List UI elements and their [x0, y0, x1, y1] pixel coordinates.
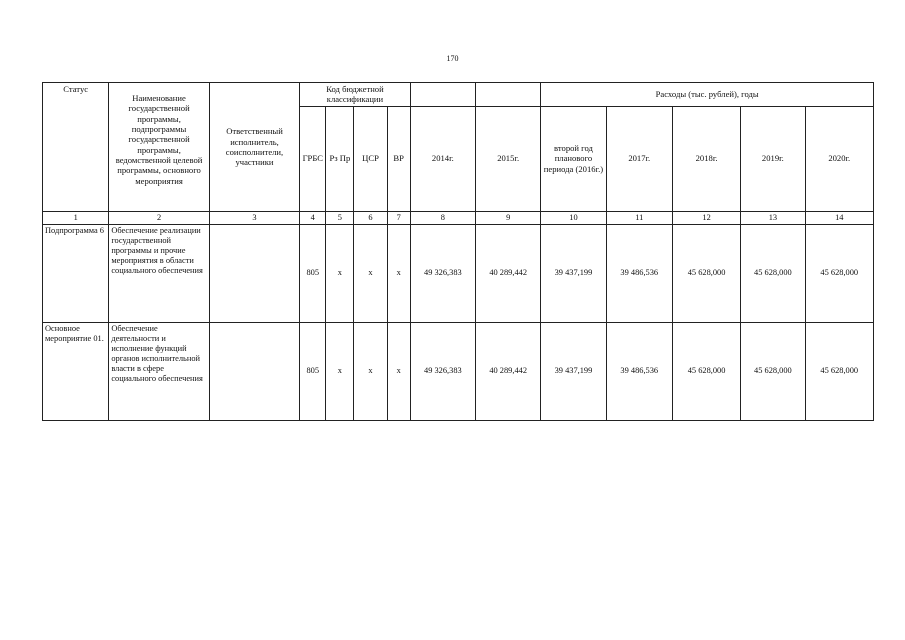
row-status: Подпрограмма 6: [43, 224, 109, 322]
row-vr: x: [387, 322, 410, 420]
row-value-2016: 39 437,199: [541, 322, 606, 420]
row-value-2017: 39 486,536: [606, 322, 672, 420]
column-number: 8: [410, 211, 475, 224]
row-value-2019: 45 628,000: [741, 322, 805, 420]
row-responsible: [209, 322, 299, 420]
header-year-2018: 2018г.: [672, 106, 740, 211]
header-blank-2015: [476, 83, 541, 107]
header-name: Наименование государственной программы, подпрограммы государственной программы, ведомственной целевой программы, основного мероприятия: [109, 83, 209, 212]
header-year-2019: 2019г.: [741, 106, 805, 211]
column-number: 9: [476, 211, 541, 224]
row-responsible: [209, 224, 299, 322]
column-number: 2: [109, 211, 209, 224]
row-name: Обеспечение деятельности и исполнение функций органов исполнительной власти в сфере социального обеспечения: [109, 322, 209, 420]
page-number: 170: [446, 54, 459, 63]
header-blank-2014: [410, 83, 475, 107]
column-number: 14: [805, 211, 873, 224]
column-number: 6: [354, 211, 387, 224]
row-name: Обеспечение реализации государственной программы и прочие мероприятия в области социального обеспечения: [109, 224, 209, 322]
row-grbs: 805: [300, 224, 326, 322]
budget-table: [42, 82, 874, 421]
header-rzpr: Рз Пр: [326, 106, 354, 211]
row-value-2015: 40 289,442: [476, 322, 541, 420]
header-year-2016: второй год планового периода (2016г.): [541, 106, 606, 211]
table-row: [43, 322, 874, 420]
row-value-2020: 45 628,000: [805, 224, 873, 322]
header-responsible: Ответственный исполнитель, соисполнители, участники: [209, 83, 299, 212]
column-number: 7: [387, 211, 410, 224]
column-number: 5: [326, 211, 354, 224]
row-status: Основное мероприятие 01.: [43, 322, 109, 420]
row-value-2016: 39 437,199: [541, 224, 606, 322]
column-number: 10: [541, 211, 606, 224]
row-rzpr: x: [326, 224, 354, 322]
row-value-2018: 45 628,000: [672, 322, 740, 420]
row-value-2019: 45 628,000: [741, 224, 805, 322]
header-status: Статус: [43, 83, 109, 212]
row-value-2017: 39 486,536: [606, 224, 672, 322]
column-number: 11: [606, 211, 672, 224]
row-value-2018: 45 628,000: [672, 224, 740, 322]
row-csr: x: [354, 224, 387, 322]
header-year-2014: 2014г.: [410, 106, 475, 211]
column-number: 1: [43, 211, 109, 224]
row-value-2014: 49 326,383: [410, 224, 475, 322]
header-csr: ЦСР: [354, 106, 387, 211]
header-year-2020: 2020г.: [805, 106, 873, 211]
row-rzpr: x: [326, 322, 354, 420]
row-vr: x: [387, 224, 410, 322]
header-grbs: ГРБС: [300, 106, 326, 211]
row-csr: x: [354, 322, 387, 420]
header-vr: ВР: [387, 106, 410, 211]
header-expenses: Расходы (тыс. рублей), годы: [541, 83, 874, 107]
column-number: 12: [672, 211, 740, 224]
header-year-2017: 2017г.: [606, 106, 672, 211]
row-value-2014: 49 326,383: [410, 322, 475, 420]
header-row-1: [43, 83, 874, 107]
row-value-2015: 40 289,442: [476, 224, 541, 322]
column-number: 3: [209, 211, 299, 224]
table-row: [43, 224, 874, 322]
header-year-2015: 2015г.: [476, 106, 541, 211]
row-value-2020: 45 628,000: [805, 322, 873, 420]
column-number: 4: [300, 211, 326, 224]
column-number: 13: [741, 211, 805, 224]
header-budget-code: Код бюджетной классификации: [300, 83, 411, 107]
column-number-row: [43, 211, 874, 224]
row-grbs: 805: [300, 322, 326, 420]
